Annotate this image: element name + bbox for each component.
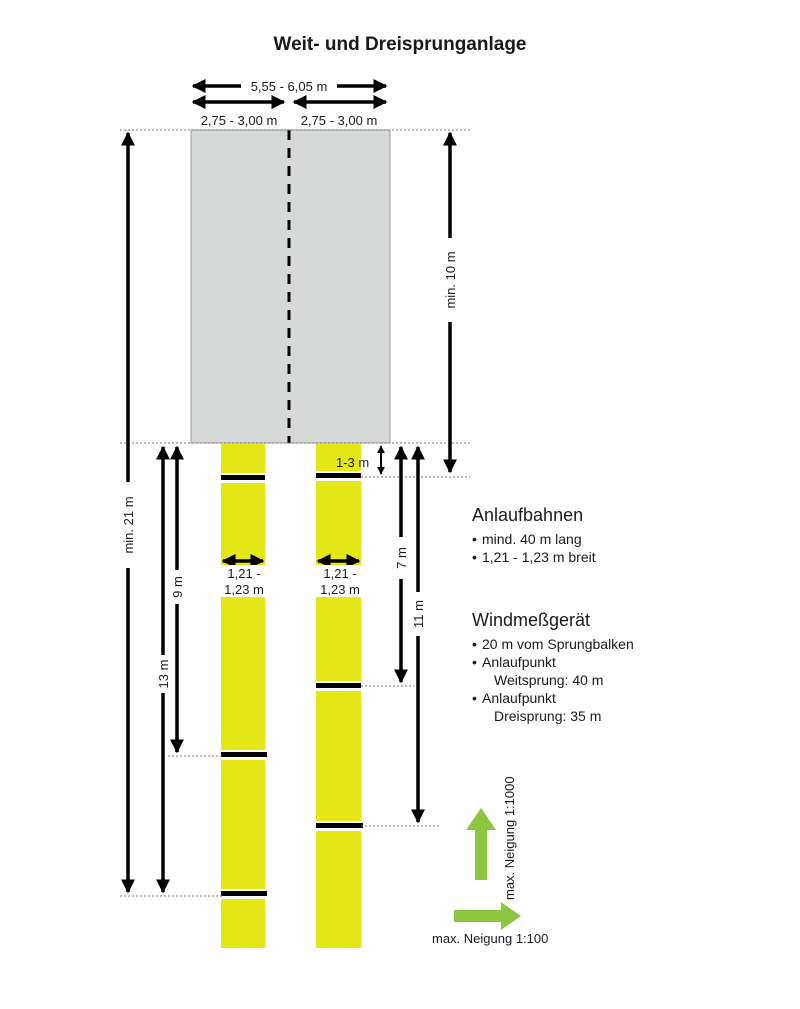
slope-arrow-up-icon xyxy=(466,808,496,880)
dim-13m-label: 13 m xyxy=(156,659,171,689)
legend-wind-item-detail: Dreisprung: 35 m xyxy=(494,708,602,724)
slope-vertical-label: max. Neigung 1:1000 xyxy=(502,776,517,900)
dim-7m-label: 7 m xyxy=(394,547,409,569)
legend-wind xyxy=(472,611,634,725)
runway-left xyxy=(221,443,265,948)
legend-runways-item: • 1,21 - 1,23 m breit xyxy=(472,548,596,566)
slope-arrow-right-icon xyxy=(454,902,521,930)
dim-11m-label: 11 m xyxy=(411,600,426,628)
takeoff-board xyxy=(221,889,267,899)
sand-pit xyxy=(191,130,390,443)
dim-total-length-label: min. 21 m xyxy=(121,496,136,554)
takeoff-board xyxy=(316,681,361,691)
legend-runways xyxy=(472,506,596,566)
legend-wind-item-detail: Weitsprung: 40 m xyxy=(494,672,604,688)
legend-wind-title: Windmeßgerät xyxy=(472,610,591,630)
dim-9m-label: 9 m xyxy=(170,576,185,598)
legend-wind-item: • Anlaufpunkt xyxy=(472,689,634,707)
legend-wind-item: • 20 m vom Sprungbalken xyxy=(472,635,634,653)
dim-half-right-label: 2,75 - 3,00 m xyxy=(300,113,378,128)
dim-pit-length-label: min. 10 m xyxy=(443,251,458,309)
legend-wind-item: • Anlaufpunkt xyxy=(472,653,634,671)
dim-total-width-label: 5,55 - 6,05 m xyxy=(250,79,328,94)
legend-runways-item: • mind. 40 m lang xyxy=(472,530,596,548)
legend-runways-title: Anlaufbahnen xyxy=(472,505,584,525)
takeoff-board xyxy=(316,821,363,831)
dim-half-left-label: 2,75 - 3,00 m xyxy=(200,113,278,128)
runway-right xyxy=(316,443,361,948)
dim-lane-width-right-label-1: 1,21 - xyxy=(323,566,357,581)
dim-lane-width-left-label-1: 1,21 - xyxy=(227,566,261,581)
page-title: Weit- und Dreisprunganlage xyxy=(273,34,527,55)
dim-lane-width-right-label-2: 1,23 m xyxy=(320,582,360,597)
dim-lane-width-left-label-2: 1,23 m xyxy=(224,582,264,597)
dim-offset-label: 1-3 m xyxy=(336,455,370,470)
takeoff-board xyxy=(221,473,265,483)
slope-horizontal-label: max. Neigung 1:100 xyxy=(432,931,549,946)
takeoff-board xyxy=(221,750,267,760)
takeoff-board xyxy=(316,471,361,481)
